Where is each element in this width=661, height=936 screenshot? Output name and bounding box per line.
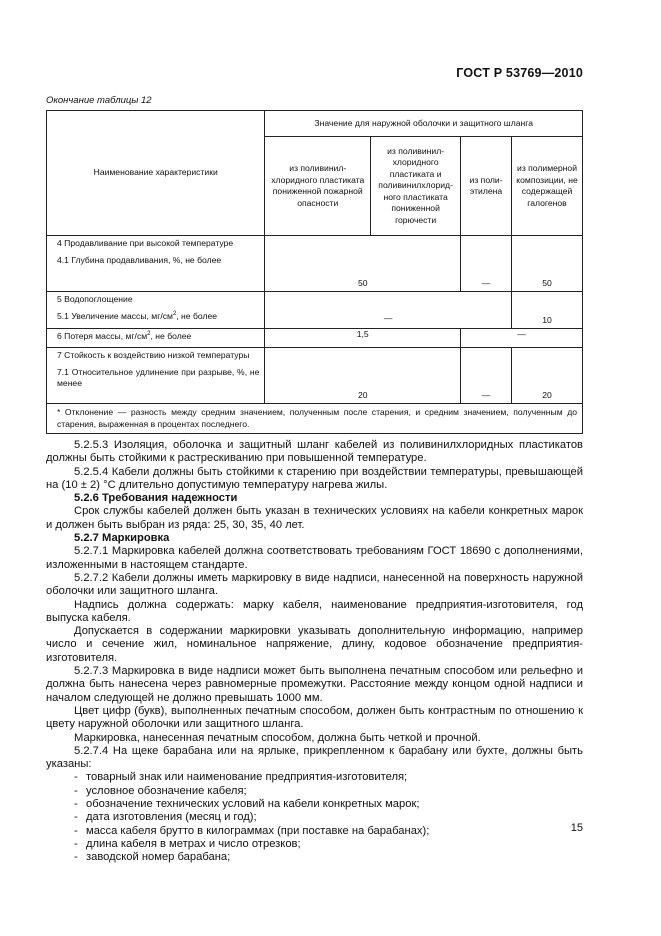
list-item: - условное обозначение кабеля; — [74, 784, 247, 797]
paragraph-5-2-7-2: 5.2.7.2 Кабели должны иметь маркировку в виде надписи, нанесенной на поверхность наружной оболочки или защитного шланга. — [46, 571, 583, 598]
table-row — [47, 292, 583, 329]
paragraph-service-life: Срок службы кабелей должен быть указан в технических условиях на кабели конкретных марок и должен быть выбран из ряда: 25, 30, 35, 40 лет. — [46, 505, 583, 531]
list-item: - дата изготовления (месяц и год); — [74, 811, 257, 824]
row-4-value-pe: — — [461, 236, 512, 292]
table-caption: Окончание таблицы 12 — [46, 95, 152, 106]
row-4-value-hf: 50 — [512, 236, 583, 292]
row-7-value-hf: 20 — [512, 348, 583, 404]
row-7-1-label: 7.1 Относительное удлинение при разрыве, %, не менее — [57, 366, 260, 388]
heading-5-2-7: 5.2.7 Маркировка — [74, 532, 170, 545]
col-header-pvc-low-flammability: из поливинил-хлоридного пластиката и поливинилхлорид-ного пластиката пониженной горючести — [371, 137, 461, 236]
page-header: ГОСТ Р 53769—2010 — [456, 66, 583, 80]
row-7-label — [47, 348, 265, 404]
row-4-title: 4 Продавливание при высокой температуре — [57, 238, 234, 248]
list-item: - товарный знак или наименование предприятия-изготовителя; — [74, 771, 408, 784]
paragraph-print-color: Цвет цифр (букв), выполненных печатным способом, должен быть контрастным по отношению к цвету наружной оболочки или защитного шланга. — [46, 704, 583, 731]
row-5-label — [47, 292, 265, 329]
row-7-value-pe: — — [461, 348, 512, 404]
body-text — [46, 439, 583, 865]
table-footnote: * Отклонение — разность между средним значением, полученным после старения, и средним значением, полученным до старения, выраженная в процентах последнего. — [47, 404, 583, 434]
list-item: - обозначение технических условий на кабели конкретных марок; — [74, 798, 420, 811]
paragraph-5-2-5-4: 5.2.5.4 Кабели должны быть стойкими к старению при воздействии температуры, превышающей на (10 ± 2) °С длительно допустимую температуру нагрева жилы. — [46, 465, 583, 491]
col-header-group: Значение для наружной оболочки и защитного шланга — [265, 111, 583, 137]
table-row — [47, 348, 583, 404]
list-item: - масса кабеля брутто в килограммах (при поставке на барабанах); — [74, 824, 430, 837]
row-5-1-label: 5.1 Увеличение массы, $мг/см^2$, не более — [57, 310, 218, 321]
table-header-row — [47, 111, 583, 137]
col-header-halogen-free: из полимерной композиции, не содержащей галогенов — [512, 137, 583, 236]
paragraph-5-2-7-3: 5.2.7.3 Маркировка в виде надписи может быть выполнена печатным способом или рельефно и должна быть нанесена через равномерные промежутки. Расстояние между концом одной надписи и началом следующей не должно превышать 1000 мм. — [46, 665, 583, 704]
row-6-value-pvc: 1,5 — [265, 329, 461, 348]
row-5-value-pvc-pe: — — [265, 292, 512, 329]
row-5-title: 5 Водопоглощение — [57, 294, 133, 304]
row-6-label: 6 Потеря массы, $мг/см^2$, не более — [47, 329, 265, 348]
page-number: 15 — [570, 822, 583, 834]
row-7-title: 7 Стойкость к воздействию низкой температуры — [57, 350, 250, 360]
table-footnote-row — [47, 404, 583, 434]
row-6-value-pe-hf: — — [461, 329, 583, 348]
paragraph-5-2-7-4: 5.2.7.4 На щеке барабана или на ярлыке, прикрепленном к барабану или бухте, должны быть указаны: — [46, 744, 583, 771]
table-row — [47, 236, 583, 292]
list-item: - длина кабеля в метрах и число отрезков; — [74, 837, 301, 850]
row-5-value-hf: 10 — [512, 292, 583, 329]
paragraph-additional-info: Допускается в содержании маркировки указывать дополнительную информацию, например число и сечение жил, номинальное напряжение, длину, кодовое обозначение предприятия-изготовителя. — [46, 625, 583, 664]
row-4-label — [47, 236, 265, 292]
paragraph-label-content: Надпись должна содержать: марку кабеля, наименование предприятия-изготовителя, год выпуска кабеля. — [46, 598, 583, 624]
paragraph-5-2-5-3: 5.2.5.3 Изоляция, оболочка и защитный шланг кабелей из поливинилхлоридных пластикатов должны быть стойкими к растрескиванию при повышенной температуре. — [46, 439, 583, 465]
table-row — [47, 329, 583, 348]
drum-label-list — [46, 771, 583, 864]
col-header-pvc-low-fire: из поливинил-хлоридного пластиката пониженной пожарной опасности — [265, 137, 371, 236]
row-4-1-label: 4.1 Глубина продавливания, %, не более — [57, 254, 222, 265]
col-header-name: Наименование характеристики — [47, 111, 265, 236]
row-7-value-pvc: 20 — [265, 348, 461, 404]
col-header-polyethylene: из поли-этилена — [461, 137, 512, 236]
list-item: - заводской номер барабана; — [74, 851, 231, 864]
paragraph-5-2-7-1: 5.2.7.1 Маркировка кабелей должна соответствовать требованиям ГОСТ 18690 с дополнениями, изложенными в настоящем стандарте. — [46, 545, 583, 571]
spec-table — [46, 110, 583, 434]
row-4-value-pvc: 50 — [265, 236, 461, 292]
heading-5-2-6: 5.2.6 Требования надежности — [74, 492, 238, 505]
paragraph-print-quality: Маркировка, нанесенная печатным способом, должна быть четкой и прочной. — [74, 731, 481, 744]
